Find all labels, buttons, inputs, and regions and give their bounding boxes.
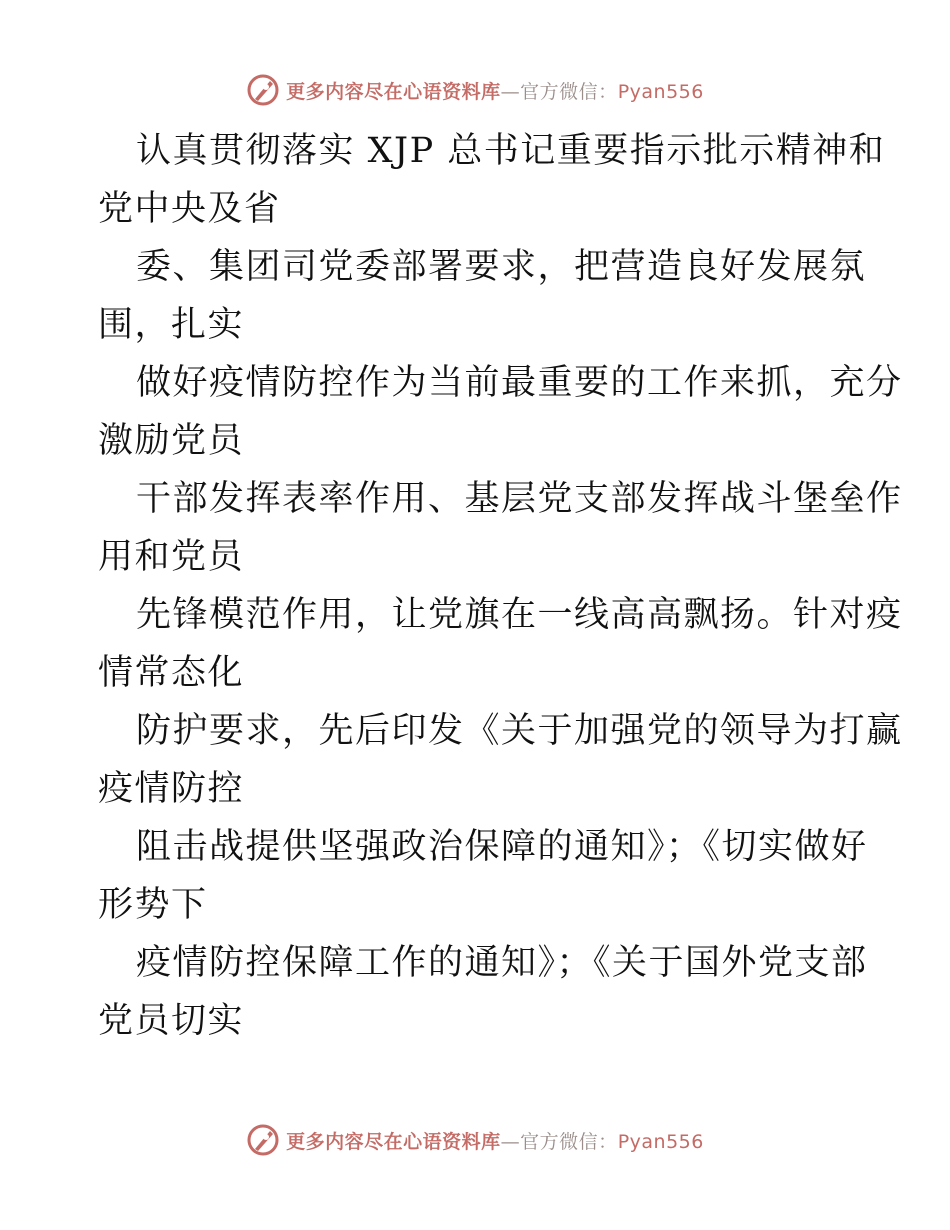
body-line: 激励党员	[98, 421, 245, 461]
body-line: 党中央及省	[98, 189, 281, 229]
body-line: 围，扎实	[98, 305, 245, 345]
watermark-sub: 官方微信：	[520, 80, 618, 103]
watermark-dash: —	[500, 1130, 521, 1153]
quill-circle-logo-icon	[246, 73, 280, 107]
watermark-main: 更多内容尽在心语资料库	[286, 1130, 501, 1153]
quill-circle-logo-icon	[246, 1123, 280, 1157]
body-line: 党员切实	[98, 1001, 245, 1041]
watermark-sub: 官方微信：	[520, 1130, 618, 1153]
body-line: 干部发挥表率作用、基层党支部发挥战斗堡垒作	[136, 479, 903, 519]
body-line: 情常态化	[98, 653, 245, 693]
watermark-main: 更多内容尽在心语资料库	[286, 80, 501, 103]
footer-watermark	[0, 1120, 950, 1160]
body-line: 疫情防控	[98, 769, 245, 809]
watermark-id: Pyan556	[617, 1130, 704, 1153]
watermark-text	[286, 1127, 704, 1154]
watermark-dash: —	[500, 80, 521, 103]
body-line: 防护要求，先后印发《关于加强党的领导为打赢	[136, 711, 903, 751]
document-body	[98, 122, 903, 1050]
body-line: 阻击战提供坚强政治保障的通知》；《切实做好	[136, 827, 868, 867]
watermark-id: Pyan556	[617, 80, 704, 103]
watermark-text	[286, 77, 704, 104]
body-line: 认真贯彻落实 XJP 总书记重要指示批示精神和	[136, 131, 886, 171]
body-line: 用和党员	[98, 537, 245, 577]
body-line: 形势下	[98, 885, 208, 925]
body-line: 委、集团司党委部署要求，把营造良好发展氛	[136, 247, 867, 287]
body-line: 做好疫情防控作为当前最重要的工作来抓，充分	[136, 363, 903, 403]
header-watermark	[0, 70, 950, 110]
body-line: 先锋模范作用，让党旗在一线高高飘扬。针对疫	[136, 595, 903, 635]
body-line: 疫情防控保障工作的通知》；《关于国外党支部	[136, 943, 868, 983]
